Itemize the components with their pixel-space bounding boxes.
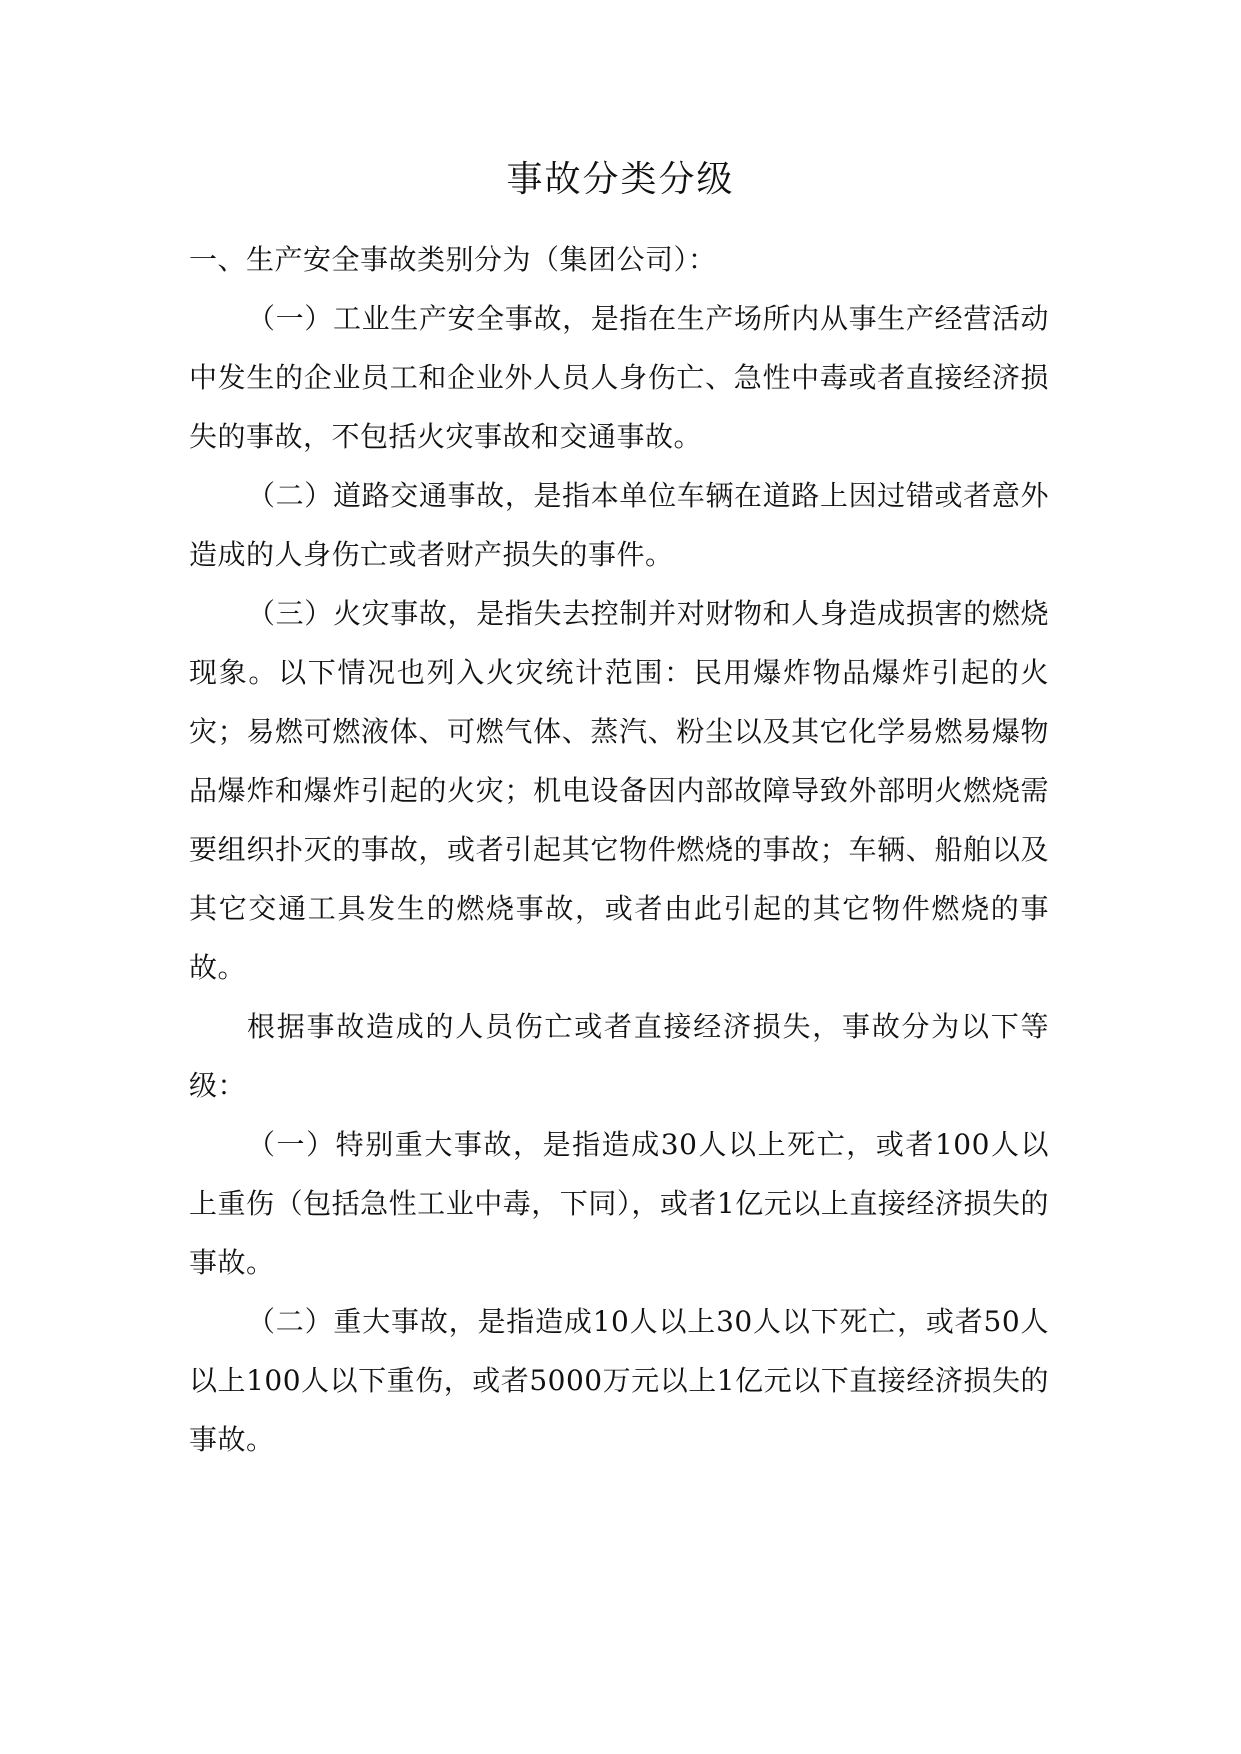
- document-title: 事故分类分级: [506, 159, 735, 200]
- paragraph-accident-grades-intro: 根据事故造成的人员伤亡或者直接经济损失，事故分为以下等级：: [189, 1010, 1049, 1102]
- paragraph-especially-major-accident: （一）特别重大事故，是指造成30人以上死亡，或者100人以上重伤（包括急性工业中毒，下同），或者1亿元以上直接经济损失的事故。: [189, 1128, 1049, 1279]
- paragraph-industrial-accident: （一）工业生产安全事故，是指在生产场所内从事生产经营活动中发生的企业员工和企业外人员人身伤亡、急性中毒或者直接经济损失的事故，不包括火灾事故和交通事故。: [189, 302, 1049, 453]
- document-body: [189, 230, 1049, 1469]
- section-heading-accident-categories: 一、生产安全事故类别分为（集团公司）：: [189, 243, 717, 276]
- paragraph-fire-accident: （三）火灾事故，是指失去控制并对财物和人身造成损害的燃烧现象。以下情况也列入火灾统计范围：民用爆炸物品爆炸引起的火灾；易燃可燃液体、可燃气体、蒸汽、粉尘以及其它化学易燃易爆物品爆炸和爆炸引起的火灾；机电设备因内部故障导致外部明火燃烧需要组织扑灭的事故，或者引起其它物件燃烧的事故；车辆、船舶以及其它交通工具发生的燃烧事故，或者由此引起的其它物件燃烧的事故。: [189, 597, 1049, 984]
- paragraph-major-accident: （二）重大事故，是指造成10人以上30人以下死亡，或者50人以上100人以下重伤，或者5000万元以上1亿元以下直接经济损失的事故。: [189, 1305, 1049, 1456]
- paragraph-road-traffic-accident: （二）道路交通事故，是指本单位车辆在道路上因过错或者意外造成的人身伤亡或者财产损失的事件。: [189, 479, 1049, 571]
